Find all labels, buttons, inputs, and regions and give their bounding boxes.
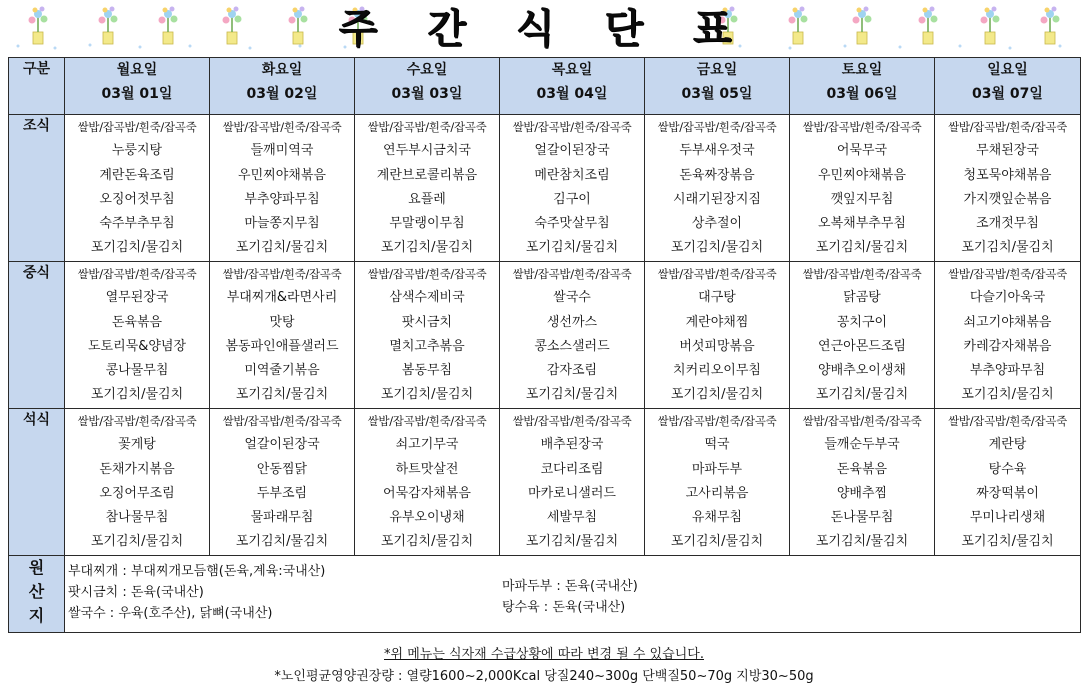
- menu-item: 포기김치/물김치: [235, 387, 329, 403]
- menu-item: 포기김치/물김치: [235, 534, 329, 550]
- menu-item: 포기김치/물김치: [815, 534, 909, 550]
- menu-item: 물파래무침: [250, 510, 314, 526]
- menu-item: 포기김치/물김치: [815, 240, 909, 256]
- grain-options: 쌀밥/잡곡밥/흰죽/잡곡죽: [948, 267, 1067, 281]
- menu-item: 두부조림: [256, 485, 308, 501]
- menu-item: 치커리오이무침: [673, 363, 761, 379]
- day-header-wed: [355, 58, 500, 115]
- meal-label: 중식: [9, 262, 65, 409]
- menu-item: 가지깻잎순볶음: [963, 191, 1052, 207]
- menu-item: 계란탕: [988, 437, 1027, 453]
- menu-item: 돈나물무침: [830, 510, 894, 526]
- menu-item: 열무된장국: [105, 290, 169, 306]
- menu-item: 양배추오이생채: [818, 363, 906, 379]
- grain-options: 쌀밥/잡곡밥/흰죽/잡곡죽: [802, 414, 922, 428]
- grain-options: 쌀밥/잡곡밥/흰죽/잡곡죽: [948, 414, 1067, 428]
- menu-item: 마늘쫑지무침: [244, 216, 320, 232]
- menu-cell: [210, 409, 355, 556]
- menu-cell: [500, 262, 645, 409]
- day-header-thu: [500, 58, 645, 115]
- menu-item: 버섯피망볶음: [679, 338, 755, 354]
- menu-item: 배추된장국: [540, 437, 604, 453]
- menu-cell: [65, 115, 210, 262]
- menu-item: 포기김치/물김치: [961, 240, 1054, 256]
- menu-item: 돈육짜장볶음: [679, 167, 755, 183]
- menu-item: 김구이: [553, 191, 591, 207]
- menu-item: 숙주부추무침: [99, 216, 175, 232]
- origin-list-left: [68, 561, 325, 624]
- menu-item: 돈육볶음: [111, 314, 163, 330]
- day-date: 03월 05일: [681, 86, 753, 102]
- menu-item: 대구탕: [698, 290, 736, 306]
- menu-item: 포기김치/물김치: [961, 387, 1054, 403]
- menu-item: 메란참치조림: [534, 167, 610, 183]
- menu-item: 무채된장국: [976, 143, 1039, 159]
- menu-cell: [210, 262, 355, 409]
- grain-options: 쌀밥/잡곡밥/흰죽/잡곡죽: [77, 414, 197, 428]
- menu-cell: [210, 115, 355, 262]
- menu-item: 돈채가지볶음: [99, 461, 175, 477]
- grain-options: 쌀밥/잡곡밥/흰죽/잡곡죽: [657, 267, 777, 281]
- meal-row: [9, 115, 1081, 262]
- day-name: 월요일: [116, 62, 158, 78]
- menu-item: 세발무침: [546, 510, 598, 526]
- day-header-mon: [65, 58, 210, 115]
- menu-item: 포기김치/물김치: [90, 240, 184, 256]
- origin-label: [9, 556, 65, 633]
- day-name: 화요일: [261, 62, 303, 78]
- menu-item: 포기김치/물김치: [670, 534, 764, 550]
- day-name: 토요일: [841, 62, 883, 78]
- grain-options: 쌀밥/잡곡밥/흰죽/잡곡죽: [77, 120, 197, 134]
- menu-item: 하트맛살전: [395, 461, 459, 477]
- menu-item: 두부새우젓국: [679, 143, 755, 159]
- menu-item: 연두부시금치국: [383, 143, 471, 159]
- grain-options: 쌀밥/잡곡밥/흰죽/잡곡죽: [77, 267, 197, 281]
- day-date: 03월 04일: [536, 86, 608, 102]
- page-header: [0, 0, 1088, 56]
- menu-item: 들깨미역국: [250, 143, 314, 159]
- day-name: 일요일: [987, 62, 1028, 78]
- menu-item: 감자조림: [546, 363, 598, 379]
- origin-item: 팟시금치 : 돈육(국내산): [68, 585, 204, 600]
- menu-item: 어묵감자채볶음: [383, 485, 471, 501]
- menu-item: 꽁치구이: [836, 314, 888, 330]
- menu-item: 짜장떡볶이: [976, 485, 1039, 501]
- menu-item: 포기김치/물김치: [235, 240, 329, 256]
- day-date: 03월 02일: [246, 86, 318, 102]
- origin-item: 탕수육 : 돈육(국내산): [502, 600, 626, 615]
- menu-item: 얼갈이된장국: [534, 143, 610, 159]
- menu-item: 포기김치/물김치: [525, 387, 619, 403]
- menu-item: 포기김치/물김치: [380, 534, 474, 550]
- menu-item: 멸치고추볶음: [389, 338, 465, 354]
- grain-options: 쌀밥/잡곡밥/흰죽/잡곡죽: [512, 120, 632, 134]
- menu-item: 계란야채찜: [685, 314, 749, 330]
- menu-item: 오징어젓무침: [99, 191, 175, 207]
- menu-item: 고사리볶음: [685, 485, 749, 501]
- day-header-fri: [645, 58, 790, 115]
- grain-options: 쌀밥/잡곡밥/흰죽/잡곡죽: [367, 120, 487, 134]
- menu-item: 포기김치/물김치: [525, 534, 619, 550]
- menu-cell: [500, 409, 645, 556]
- menu-item: 팟시금치: [401, 314, 453, 330]
- menu-cell: [355, 262, 500, 409]
- menu-item: 무말랭이무침: [389, 216, 465, 232]
- menu-cell: [645, 409, 790, 556]
- origin-row: [9, 556, 1081, 633]
- menu-cell: [935, 409, 1081, 556]
- menu-item: 시래기된장지짐: [673, 191, 761, 207]
- menu-item: 부추양파무침: [969, 363, 1046, 379]
- menu-item: 계란돈육조림: [99, 167, 175, 183]
- menu-item: 참나물무침: [105, 510, 169, 526]
- grain-options: 쌀밥/잡곡밥/흰죽/잡곡죽: [512, 414, 632, 428]
- menu-item: 포기김치/물김치: [670, 387, 764, 403]
- meal-row: [9, 409, 1081, 556]
- menu-item: 상추절이: [691, 216, 743, 232]
- menu-item: 어묵무국: [836, 143, 888, 159]
- menu-item: 포기김치/물김치: [961, 534, 1054, 550]
- menu-cell: [790, 262, 935, 409]
- day-date: 03월 07일: [972, 86, 1043, 102]
- day-date: 03월 03일: [391, 86, 463, 102]
- day-date: 03월 06일: [826, 86, 898, 102]
- menu-cell: [645, 115, 790, 262]
- day-header-row: [9, 58, 1081, 115]
- origin-label-char: 산: [28, 582, 45, 601]
- menu-item: 부대찌개&라면사리: [226, 290, 338, 306]
- grain-options: 쌀밥/잡곡밥/흰죽/잡곡죽: [802, 267, 922, 281]
- menu-item: 닭곰탕: [843, 290, 881, 306]
- menu-item: 맛탕: [269, 314, 295, 330]
- menu-item: 포기김치/물김치: [815, 387, 909, 403]
- meal-label: 조식: [9, 115, 65, 262]
- menu-item: 탕수육: [988, 461, 1027, 477]
- day-name: 수요일: [406, 62, 448, 78]
- menu-item: 코다리조림: [540, 461, 604, 477]
- menu-item: 마카로니샐러드: [528, 485, 616, 501]
- origin-item: 마파두부 : 돈육(국내산): [502, 579, 638, 594]
- menu-item: 포기김치/물김치: [90, 534, 184, 550]
- origin-label-char: 지: [28, 606, 45, 625]
- menu-item: 봄동무침: [401, 363, 453, 379]
- day-name: 금요일: [696, 62, 738, 78]
- menu-item: 누룽지탕: [111, 143, 163, 159]
- menu-item: 카레감자채볶음: [963, 338, 1052, 354]
- origin-list-right: [502, 576, 638, 618]
- menu-item: 포기김치/물김치: [525, 240, 619, 256]
- grain-options: 쌀밥/잡곡밥/흰죽/잡곡죽: [512, 267, 632, 281]
- menu-item: 포기김치/물김치: [380, 240, 474, 256]
- day-header-sun: [935, 58, 1081, 115]
- menu-item: 우민찌야채볶음: [238, 167, 326, 183]
- origin-info: [65, 556, 1081, 633]
- menu-cell: [65, 409, 210, 556]
- grain-options: 쌀밥/잡곡밥/흰죽/잡곡죽: [657, 120, 777, 134]
- menu-item: 콩소스샐러드: [534, 338, 610, 354]
- menu-item: 무미나리생채: [969, 510, 1046, 526]
- menu-item: 깻잎지무침: [830, 191, 894, 207]
- menu-item: 양배추찜: [836, 485, 888, 501]
- day-header-tue: [210, 58, 355, 115]
- menu-item: 떡국: [704, 437, 730, 453]
- menu-item: 오복채부추무침: [818, 216, 906, 232]
- menu-item: 우민찌야채볶음: [818, 167, 906, 183]
- menu-item: 삼색수제비국: [389, 290, 465, 306]
- grain-options: 쌀밥/잡곡밥/흰죽/잡곡죽: [802, 120, 922, 134]
- menu-item: 얼갈이된장국: [244, 437, 320, 453]
- menu-item: 다슬기아욱국: [969, 290, 1046, 306]
- corner-header: 구분: [9, 58, 65, 115]
- menu-item: 쌀국수: [553, 290, 591, 306]
- grain-options: 쌀밥/잡곡밥/흰죽/잡곡죽: [948, 120, 1067, 134]
- menu-cell: [645, 262, 790, 409]
- menu-item: 도토리묵&양념장: [87, 338, 187, 354]
- change-notice: *위 메뉴는 식자재 수급상황에 따라 변경 될 수 있습니다.: [384, 647, 704, 662]
- menu-item: 조개젓무침: [976, 216, 1039, 232]
- menu-cell: [355, 115, 500, 262]
- meal-row: [9, 262, 1081, 409]
- day-header-sat: [790, 58, 935, 115]
- menu-item: 콩나물무침: [105, 363, 169, 379]
- menu-item: 유채무침: [691, 510, 743, 526]
- menu-item: 쇠고기야채볶음: [963, 314, 1052, 330]
- menu-item: 포기김치/물김치: [380, 387, 474, 403]
- menu-item: 요플레: [408, 191, 446, 207]
- weekly-menu-table: [8, 57, 1081, 633]
- menu-item: 포기김치/물김치: [670, 240, 764, 256]
- menu-item: 봄동파인애플샐러드: [225, 338, 339, 354]
- menu-cell: [935, 115, 1081, 262]
- menu-cell: [500, 115, 645, 262]
- menu-item: 쇠고기무국: [395, 437, 459, 453]
- menu-item: 돈육볶음: [836, 461, 888, 477]
- menu-cell: [355, 409, 500, 556]
- menu-item: 안동찜닭: [256, 461, 308, 477]
- grain-options: 쌀밥/잡곡밥/흰죽/잡곡죽: [367, 414, 487, 428]
- page-title: 주 간 식 단 표: [338, 6, 750, 52]
- menu-item: 포기김치/물김치: [90, 387, 184, 403]
- origin-item: 부대찌개 : 부대찌개모듬햄(돈육,계육:국내산): [68, 564, 326, 579]
- origin-label-char: 원: [28, 558, 45, 577]
- meal-label: 석식: [9, 409, 65, 556]
- grain-options: 쌀밥/잡곡밥/흰죽/잡곡죽: [222, 267, 342, 281]
- menu-item: 계란브로콜리볶음: [376, 167, 478, 183]
- menu-item: 숙주맛살무침: [534, 216, 610, 232]
- menu-item: 꽃게탕: [118, 437, 156, 453]
- menu-item: 오징어무조림: [99, 485, 175, 501]
- grain-options: 쌀밥/잡곡밥/흰죽/잡곡죽: [222, 120, 342, 134]
- menu-item: 마파두부: [691, 461, 743, 477]
- menu-cell: [65, 262, 210, 409]
- grain-options: 쌀밥/잡곡밥/흰죽/잡곡죽: [222, 414, 342, 428]
- day-date: 03월 01일: [101, 86, 173, 102]
- menu-item: 유부오이냉채: [389, 510, 465, 526]
- menu-cell: [790, 115, 935, 262]
- menu-cell: [790, 409, 935, 556]
- menu-item: 부추양파무침: [244, 191, 320, 207]
- menu-item: 연근아몬드조림: [818, 338, 906, 354]
- day-name: 목요일: [551, 62, 593, 78]
- menu-item: 생선까스: [546, 314, 598, 330]
- origin-item: 쌀국수 : 우육(호주산), 닭뼈(국내산): [68, 606, 273, 621]
- menu-item: 청포묵야채볶음: [963, 167, 1052, 183]
- menu-cell: [935, 262, 1081, 409]
- grain-options: 쌀밥/잡곡밥/흰죽/잡곡죽: [367, 267, 487, 281]
- grain-options: 쌀밥/잡곡밥/흰죽/잡곡죽: [657, 414, 777, 428]
- menu-item: 들깨순두부국: [824, 437, 900, 453]
- nutrition-guideline: *노인평균영양권장량 : 열량1600~2,000Kcal 당질240~300g 단백질50~70g 지방30~50g: [274, 669, 814, 684]
- menu-item: 미역줄기볶음: [244, 363, 320, 379]
